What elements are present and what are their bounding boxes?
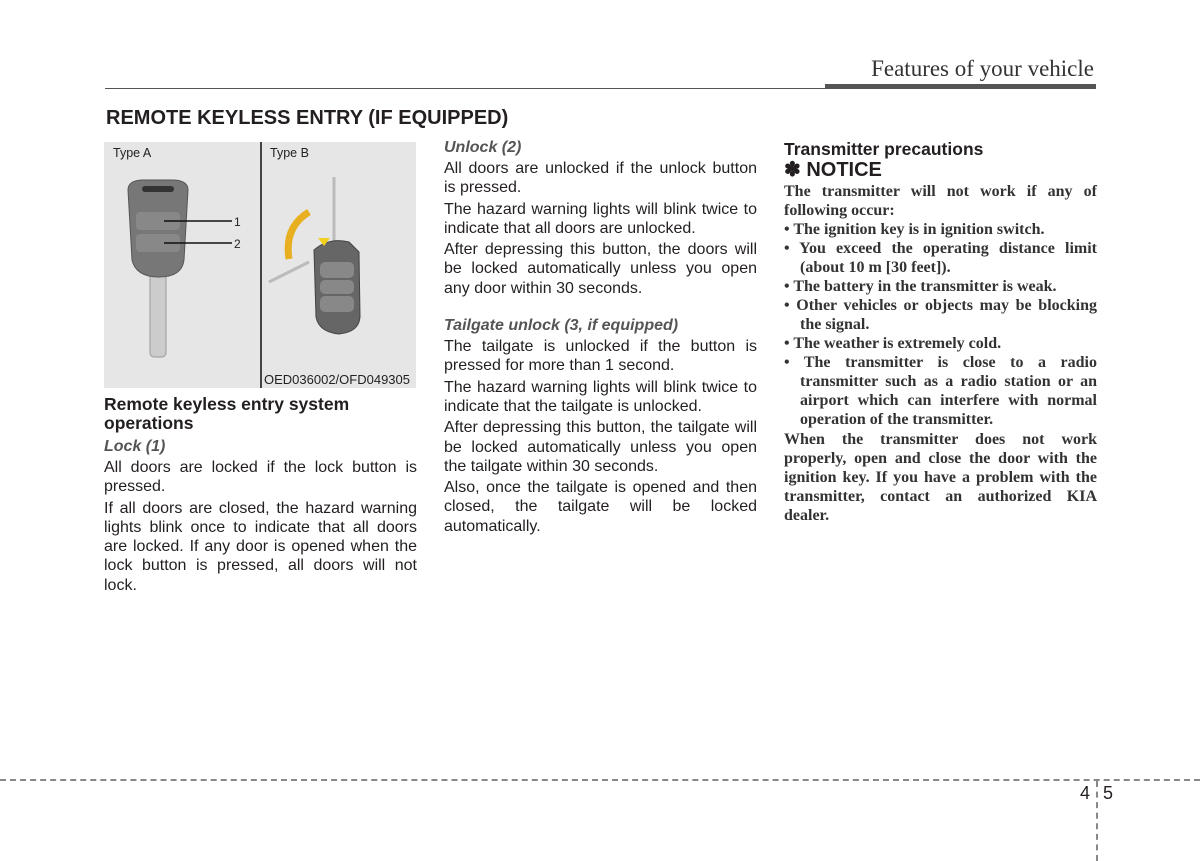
precautions-heading: Transmitter precautions <box>784 139 984 159</box>
notice-bullet: • The weather is extremely cold. <box>784 335 1002 353</box>
footer-divider <box>1096 781 1098 861</box>
left-column <box>104 395 417 597</box>
key-figure <box>104 142 416 388</box>
right-column <box>784 140 1097 525</box>
notice-bullet: • The battery in the transmitter is weak. <box>784 278 1057 296</box>
notice-body <box>784 182 1097 525</box>
callout-1: 1 <box>234 215 241 229</box>
footer-rule <box>0 779 1200 781</box>
type-a-label: Type A <box>113 146 152 160</box>
type-b-label: Type B <box>270 146 309 160</box>
paragraph: If all doors are closed, the hazard warning lights blink once to indicate that all doors are locked. If any door is opened when the lock button is pressed, all doors will not lock. <box>104 499 417 594</box>
paragraph: After depressing this button, the tailgate will be locked automatically unless you open the tailgate within 30 seconds. <box>444 419 757 475</box>
paragraph: All doors are unlocked if the unlock button is pressed. <box>444 160 757 197</box>
key-illustration <box>104 142 416 388</box>
middle-column <box>444 138 757 538</box>
notice-intro: The transmitter will not work if any of following occur: <box>784 183 1097 220</box>
unlock-subheading: Unlock (2) <box>444 139 522 156</box>
notice-outro: When the transmitter does not work properly, open and close the door with the ignition key. If you have a problem with the transmitter, contact an authorized KIA dealer. <box>784 431 1097 525</box>
paragraph: After depressing this button, the doors will be locked automatically unless you open any door within 30 seconds. <box>444 241 757 297</box>
section-header: Features of your vehicle <box>871 56 1094 81</box>
figure-code: OED036002/OFD049305 <box>264 372 410 387</box>
notice-bullet: • You exceed the operating distance limit (about 10 m [30 feet]). <box>784 240 1097 277</box>
page-number: 5 <box>1103 783 1114 803</box>
header-rule-thick <box>825 84 1096 89</box>
chapter-number: 4 <box>1080 783 1091 803</box>
lock-subheading: Lock (1) <box>104 438 166 455</box>
notice-label: ✽ NOTICE <box>784 159 882 181</box>
callout-2: 2 <box>234 237 241 251</box>
paragraph: The hazard warning lights will blink twice to indicate that all doors are unlocked. <box>444 200 757 237</box>
tailgate-subheading: Tailgate unlock (3, if equipped) <box>444 317 679 335</box>
paragraph: The hazard warning lights will blink twice to indicate that the tailgate is unlocked. <box>444 378 757 415</box>
paragraph: All doors are locked if the lock button is pressed. <box>104 459 417 496</box>
paragraph: Also, once the tailgate is opened and then closed, the tailgate will be locked automatically. <box>444 479 757 535</box>
paragraph: The tailgate is unlocked if the button is pressed for more than 1 second. <box>444 338 757 375</box>
notice-bullet: • The ignition key is in ignition switch. <box>784 221 1045 239</box>
operations-heading: Remote keyless entry system operations <box>104 394 350 433</box>
page-title: REMOTE KEYLESS ENTRY (IF EQUIPPED) <box>106 107 509 129</box>
notice-bullet: • The transmitter is close to a radio transmitter such as a radio station or an airport which can interfere with normal operation of the transmitter. <box>784 354 1097 429</box>
notice-bullet: • Other vehicles or objects may be blocking the signal. <box>784 297 1097 334</box>
